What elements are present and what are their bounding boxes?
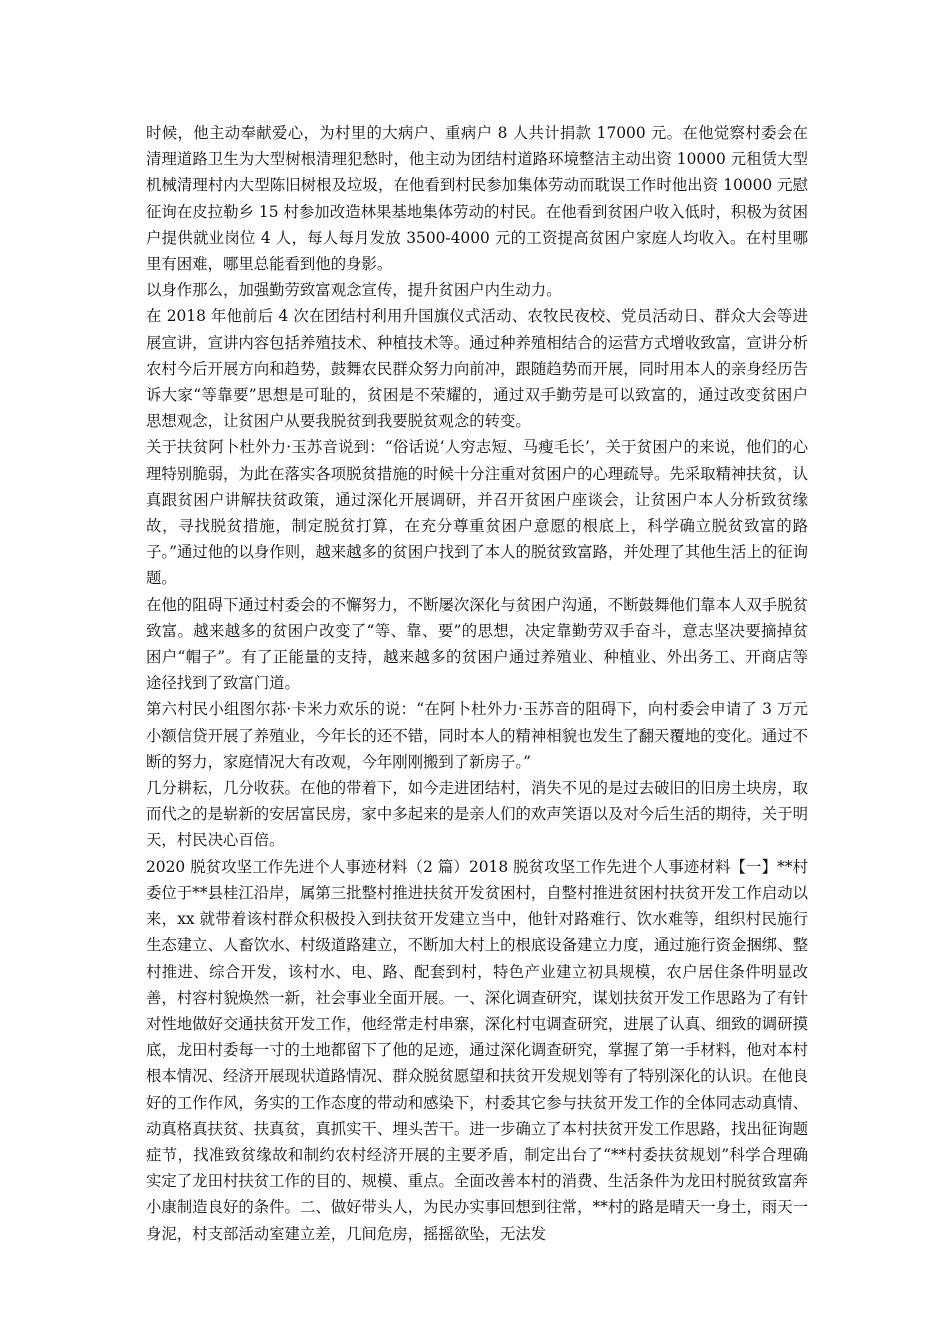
paragraph: 时候，他主动奉献爱心，为村里的大病户、重病户 8 人共计捐款 17000 元。在他觉察村委会在清理道路卫生为大型树根清理犯愁时，他主动为团结村道路环境整洁主动出资 10000 元租赁大型机械清理村内大型陈旧树根及垃圾，在他看到村民参加集体劳动而耽误工作时他出资 10000 元慰征询在皮拉勒乡 15 村参加改造林果基地集体劳动的村民。在他看到贫困户收入低时，积极为贫困户提供就业岗位 4 人，每人每月发放 3500-4000 元的工资提高贫困户家庭人均收入。在村里哪里有困难，哪里总能看到他的身影。 [146,124,808,274]
paragraph: 以身作那么，加强勤劳致富观念宣传，提升贫困户内生动力。 [146,281,562,300]
paragraph: 关于扶贫阿卜杜外力·玉苏音说到：“俗话说‘人穷志短、马瘦毛长’，关于贫困户的来说，他们的心理特别脆弱，为此在落实各项脱贫措施的时候十分注重对贫困户的心理疏导。先采取精神扶贫，认真跟贫困户讲解扶贫政策，通过深化开展调研，并召开贫困户座谈会，让贫困户本人分析致贫缘故，寻找脱贫措施，制定脱贫打算，在充分尊重贫困户意愿的根底上，科学确立脱贫致富的路子。”通过他的以身作则，越来越多的贫困户找到了本人的脱贫致富路，并处理了其他生活上的征询题。 [146,438,808,588]
paragraph: 2020 脱贫攻坚工作先进个人事迹材料（2 篇）2018 脱贫攻坚工作先进个人事迹材料【一】**村委位于**县桂江沿岸，属第三批整村推进扶贫开发贫困村，自整村推进贫困村扶贫开发工作启动以来，xx 就带着该村群众积极投入到扶贫开发建立当中，他针对路难行、饮水难等，组织村民施行生态建立、人畜饮水、村级道路建立，不断加大村上的根底设备建立力度，通过施行资金捆绑、整村推进、综合开发，该村水、电、路、配套到村，特色产业建立初具规模，农户居住条件明显改善，村容村貌焕然一新，社会事业全面开展。一、深化调查研究，谋划扶贫开发工作思路为了有针对性地做好交通扶贫开发工作，他经常走村串寨，深化村屯调查研究，进展了认真、细致的调研摸底，龙田村委每一寸的土地都留下了他的足迹，通过深化调查研究，掌握了第一手材料，他对本村根本情况、经济开展现状道路情况、群众脱贫愿望和扶贫开发规划等有了特别深化的认识。在他良好的工作作风，务实的工作态度的带动和感染下，村委其它参与扶贫开发工作的全体同志动真情、动真格真扶贫、扶真贫，真抓实干、埋头苦干。进一步确立了本村扶贫开发工作思路，找出征询题症节，找准致贫缘故和制约农村经济开展的主要矛盾，制定出台了“**村委扶贫规划”科学合理确实定了龙田村扶贫工作的目的、规模、重点。全面改善本村的消费、生活条件为龙田村脱贫致富奔小康制造良好的条件。二、做好带头人，为民办实事回想到往常，**村的路是晴天一身土，雨天一身泥，村支部活动室建立差，几间危房，摇摇欲坠，无法发 [146,857,808,1243]
paragraph: 在他的阻碍下通过村委会的不懈努力，不断屡次深化与贫困户沟通，不断鼓舞他们靠本人双手脱贫致富。越来越多的贫困户改变了“等、靠、要”的思想，决定靠勤劳双手奋斗，意志坚决要摘掉贫困户“帽子”。有了正能量的支持，越来越多的贫困户通过养殖业、种植业、外出务工、开商店等途径找到了致富门道。 [146,595,808,693]
paragraph: 几分耕耘，几分收获。在他的带着下，如今走进团结村，消失不见的是过去破旧的旧房土块房，取而代之的是崭新的安居富民房，家中多起来的是亲人们的欢声笑语以及对今后生活的期待，关于明天，村民决心百倍。 [146,779,808,850]
paragraph: 在 2018 年他前后 4 次在团结村利用升国旗仪式活动、农牧民夜校、党员活动日、群众大会等进展宣讲，宣讲内容包括养殖技术、种植技术等。通过种养殖相结合的运营方式增收致富，宣讲分析农村今后开展方向和趋势，鼓舞农民群众努力向前冲，跟随趋势而开展，同时用本人的亲身经历告诉大家“等靠要”思想是可耻的，贫困是不荣耀的，通过双手勤劳是可以致富的，通过改变贫困户思想观念，让贫困户从要我脱贫到我要脱贫观念的转变。 [146,307,808,431]
document-body [146,120,808,1247]
paragraph: 第六村民小组图尔荪·卡米力欢乐的说：“在阿卜杜外力·玉苏音的阻碍下，向村委会申请了 3 万元小额信贷开展了养殖业，今年长的还不错，同时本人的精神相貌也发生了翻天覆地的变化。通过不断的努力，家庭情况大有改观，今年刚刚搬到了新房子。” [146,700,808,771]
